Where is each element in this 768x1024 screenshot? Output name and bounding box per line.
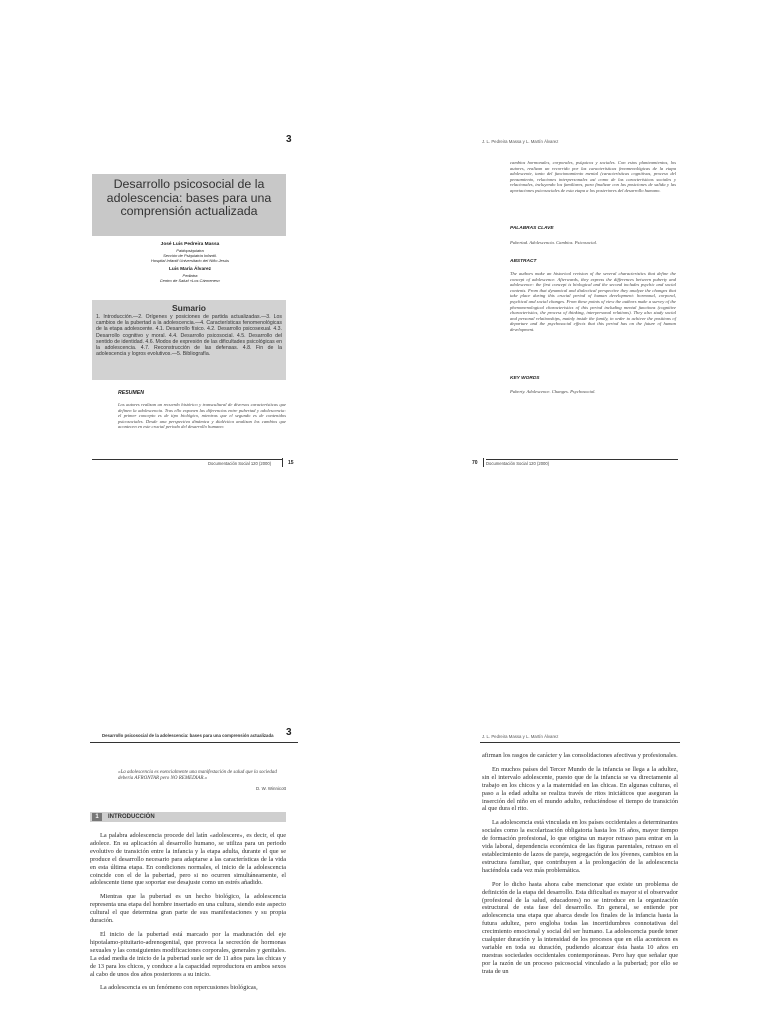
article-title: Desarrollo psicosocial de la adolescencia: bases para una comprensión actualizada bbox=[106, 177, 272, 219]
section-number-box bbox=[92, 813, 102, 821]
summary-box bbox=[92, 300, 286, 380]
paragraph-text: La adolescencia es un fenómeno con repercusiones biológicas, bbox=[100, 984, 258, 992]
summary-text: 1. Introducción.—2. Orígenes y posiciones de partida actualizadas.—3. Los cambios de la pubertad a la adolescencia.—4. Características fenomenológicas de la etapa adolescente. 4.1. Desarrollo físico. 4.2. Desarrollo psicosexual. 4.3. Desarrollo cognitivo y moral. 4.4. Desarrollo psicosocial. 4.5. Desarrollo del sentido de identidad. 4.6. Modos de expresión de las dificultades psicológicas en la adolescencia. 4.7. Reconstrucción de las defensas. 4.8. Fin de la adolescencia y logros evolutivos.—5. Bibliografía. bbox=[96, 314, 282, 358]
paragraph-text: La adolescencia está vinculada en los países occidentales a determinantes sociales como la escolarización obligatoria hasta los 16 años, mayor tiempo de formación profesional, lo que origina un mayor retraso para entrar en la vida laboral, dependencia económica de las figuras parentales, retraso en el establecimiento de lazos de pareja, segregación de los jóvenes, cambios en la estructura familiar, que contribuyen a la prolongación de la adolescencia haciéndola cada vez más problemática. bbox=[482, 819, 678, 874]
header-rule bbox=[480, 742, 680, 743]
paragraph bbox=[90, 893, 286, 925]
palabras-clave-text: Pubertad. Adolescencia. Cambios. Psicosocial. bbox=[510, 240, 598, 245]
body-text bbox=[482, 752, 678, 976]
page-3 bbox=[90, 726, 298, 1024]
paragraph bbox=[482, 819, 678, 874]
section-header bbox=[90, 812, 286, 822]
title-box bbox=[92, 174, 286, 236]
resumen-title: RESUMEN bbox=[118, 390, 144, 396]
footer-separator bbox=[282, 458, 283, 467]
author-affiliation: Centro de Salud «Los Cármenes» bbox=[159, 278, 221, 283]
abstract-title: ABSTRACT bbox=[510, 259, 537, 264]
paragraph bbox=[90, 984, 286, 992]
paragraph-text: afirman los rasgos de carácter y las consolidaciones afectivas y profesionales. bbox=[482, 752, 678, 759]
section-number: 1 bbox=[95, 814, 99, 820]
footer-page-number: 15 bbox=[288, 460, 294, 466]
author-role: Paidopsiquiatra bbox=[176, 248, 204, 253]
running-head: J. L. Pedreira Massa y L. Martín Álvarez bbox=[482, 139, 559, 144]
author-affiliation: Sección de Psiquiatría Infantil. bbox=[163, 253, 217, 258]
paragraph bbox=[90, 931, 286, 978]
paragraph bbox=[482, 766, 678, 813]
header-rule bbox=[90, 742, 298, 743]
abstract-text: The authors make an historical revision of the several characteristics that define the concept of adolescence. Afterwards, they express the differences between puberty and adolescence: the first concept is biological and the second includes psychic and social contents. From that dynamical and dialectical perspective they analyze the changes that take place during this crucial period of human development: hormonal, corporal, psychical and social changes. From these points of view the authors make a survey of the phenomenological characteristics of this period including mental functions (cognitive characteristics, the process of thinking, interpersonal relations). They also study social and personal relationships, mainly inside the family, in order to achieve the positions of departure and the psychosocial effects that this period has on the future of human development. bbox=[510, 271, 676, 332]
keywords-title: KEY WORDS bbox=[510, 376, 540, 381]
page-1 bbox=[90, 128, 298, 468]
paragraph bbox=[90, 832, 286, 887]
page-number: 3 bbox=[286, 134, 292, 145]
page-4 bbox=[470, 726, 684, 1024]
resumen-continued: cambios hormonales, corporales, psíquicos y sociales. Con estos planteamientos, los autores, realizan un recorrido por las características fenomenológicas de la etapa adolescente, tanto del funcionamiento mental (características cognitivas, proceso del pensamiento, relaciones interpersonales así como de las características sociales y relacionales, incluyendo los familiares, para finalizar con las posiciones de salida y las aportaciones psicosociales de esta etapa a los posteriores del desarrollo humano. bbox=[510, 160, 676, 193]
summary-title: Sumario bbox=[171, 303, 206, 313]
paragraph bbox=[482, 752, 678, 760]
footer-journal: Documentación Social 120 (2000) bbox=[486, 461, 550, 466]
paragraph-text: Mientras que la pubertad es un hecho biológico, la adolescencia representa una etapa del hombre insertado en una cultura, siendo este aspecto cultural el que determina gran parte de sus manifestaciones y su propia duración. bbox=[90, 893, 286, 925]
author-name: José Luis Pedreira Massa bbox=[160, 242, 220, 247]
paragraph-text: El inicio de la pubertad está marcado por la maduración del eje hipotalamo-pituitario-adrenogenital, que provoca la secreción de hormonas sexuales y las consiguientes modificaciones corporales, generales y genitales. La edad media de inicio de la pubertad suele ser de 11 años para las chicas y de 13 para los chicos, y conduce a la capacidad reproductora en ambos sexos al cabo de unos dos años posteriores a su inicio. bbox=[90, 930, 286, 978]
running-head: Desarrollo psicosocial de la adolescencia: bases para una comprensión actualizada bbox=[102, 733, 274, 738]
paragraph bbox=[482, 881, 678, 976]
running-head: J. L. Pedreira Massa y L. Martín Álvarez bbox=[482, 734, 559, 739]
authors-block bbox=[120, 242, 260, 283]
resumen-text: Los autores realizan un recuerdo histórico y transcultural de diversos características que definen la adolescencia. Tras ello exponen las diferencias entre pubertad y adolescencia: el primer concepto es de tipo biológico, mientras que el segundo es de contenidos psicosociales. Desde una perspectiva dinámica y dialéctica analizan los cambios que acontecen en este crucial periodo del desarrollo humano: bbox=[118, 402, 286, 430]
section-title: INTRODUCCIÓN bbox=[108, 814, 155, 820]
author-name: Luis María Álvarez bbox=[168, 267, 212, 272]
footer-rule bbox=[92, 459, 282, 460]
body-text bbox=[90, 832, 286, 992]
author-affiliation: Hospital Infantil Universitario del Niño Jesús bbox=[150, 258, 230, 263]
paragraph-text: En muchos países del Tercer Mundo de la infancia se llega a la adultez, sin el intervalo adolescente, puesto que de la infancia se va directamente al trabajo en los chicos y a la maternidad en las chicas. En algunas culturas, el paso a la edad adulta se realiza través de ritos iniciáticos que aseguran la inserción del niño en el mundo adulto, reduciéndose el tiempo de transición al que dura el rito. bbox=[482, 765, 678, 813]
keywords-text: Puberty. Adolescence. Changes. Psychosocial. bbox=[510, 389, 596, 394]
epigraph-author: D. W. Winnicott bbox=[255, 786, 286, 791]
epigraph: «La adolescencia es esencialmente una manifestación de salud que la sociedad debería AFRONTAR pero NO REMEDIAR.» bbox=[118, 770, 277, 781]
paragraph-text: La palabra adolescencia procede del latín «adolescere», es decir, el que adolece. En su aplicación al desarrollo humano, se utiliza para un periodo evolutivo de transición entre la infancia y la etapa adulta, durante el que se produce el desarrollo necesario para adaptarse a las características de la vida en esta última etapa. En condiciones normales, el inicio de la adolescencia coincide con el de la pubertad, pero si no ocurren simultáneamente, el adolescente tiene que soportar ese desajuste como un estrés añadido. bbox=[90, 832, 286, 887]
author-role: Pediatra bbox=[182, 273, 198, 278]
footer-separator bbox=[483, 458, 484, 467]
footer-page-number: 70 bbox=[472, 460, 478, 466]
paragraph-text: Por lo dicho hasta ahora cabe mencionar que existe un problema de definición de la etapa del desarrollo. Esta dificultad es mayor si el observador (profesional de la salud, educadores) no se introduce en la organización estructural de esta fase del desarrollo. En general, se entiende por adolescencia una etapa que abarca desde los finales de la infancia hasta la futura adultez, pero engloba todas las incertidumbres connotativas del crecimiento emocional y social del ser humano. La adolescencia puede tener cualquier duración y la intensidad de los procesos que en ella acontecen es variable en toda su duración, pudiendo alcanzar ésta hasta 10 años en nuestras sociedades occidentales contemporáneas. Pero hay que señalar que por la razón de un proceso psicosocial vinculado a la pubertad; por ello se trata de un bbox=[482, 880, 678, 975]
footer-rule bbox=[486, 459, 678, 460]
footer-journal: Documentación Social 120 (2000) bbox=[208, 461, 272, 466]
page-number: 3 bbox=[286, 727, 292, 738]
palabras-clave-title: PALABRAS CLAVE bbox=[510, 226, 554, 231]
page-2 bbox=[470, 128, 684, 468]
